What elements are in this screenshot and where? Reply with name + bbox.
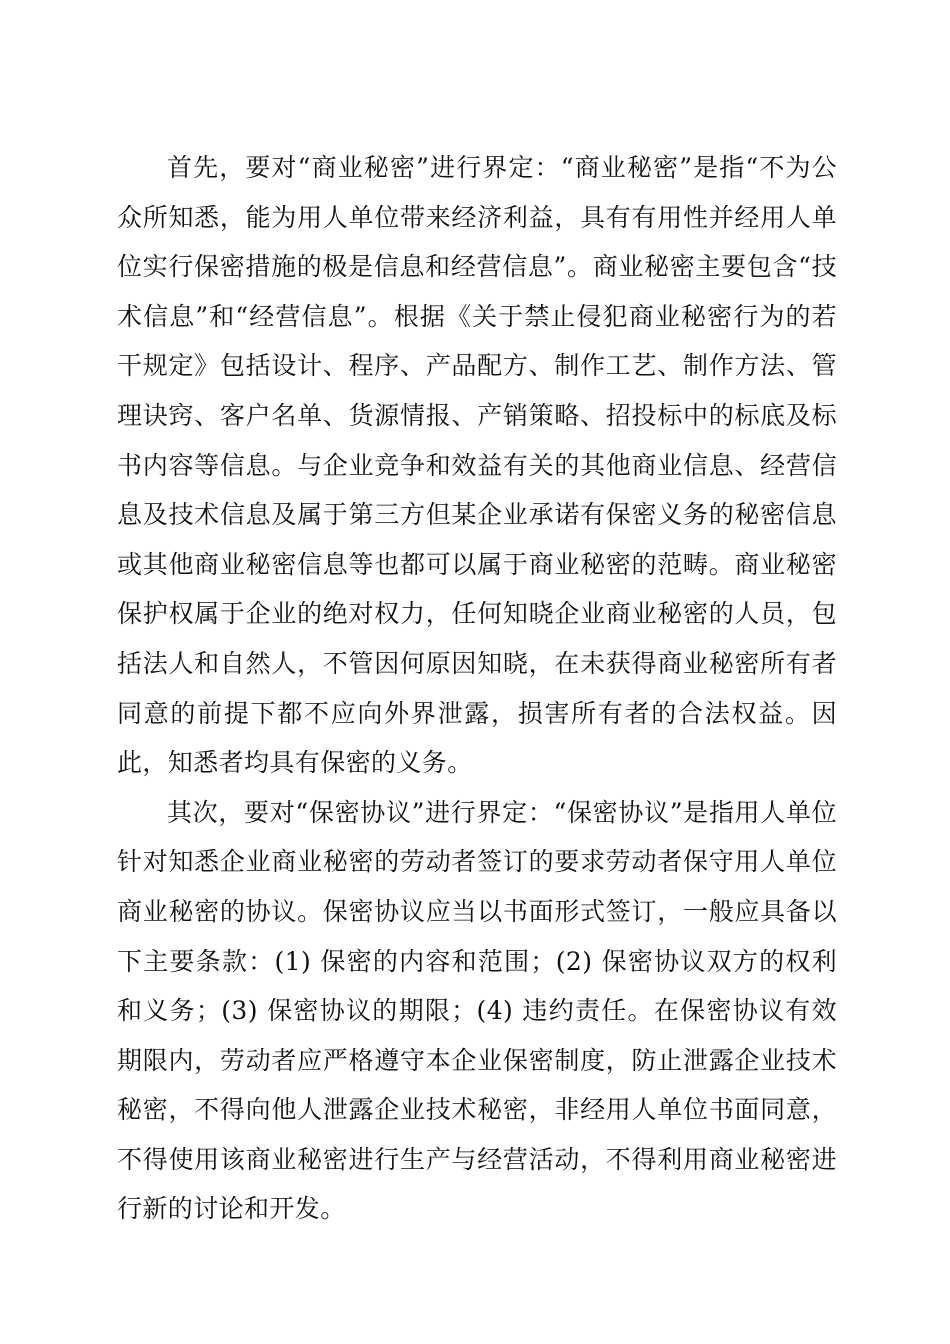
paragraph-trade-secret-definition: 首先，要对“商业秘密”进行界定：“商业秘密”是指“不为公众所知悉，能为用人单位带来经济利益，具有有用性并经用人单位实行保密措施的极是信息和经营信息”。商业秘密主要包含“技术信息”和“经营信息”。根据《关于禁止侵犯商业秘密行为的若干规定》包括设计、程序、产品配方、制作工艺、制作方法、管理诀窍、客户名单、货源情报、产销策略、招投标中的标底及标书内容等信息。与企业竞争和效益有关的其他商业信息、经营信息及技术信息及属于第三方但某企业承诺有保密义务的秘密信息或其他商业秘密信息等也都可以属于商业秘密的范畴。商业秘密保护权属于企业的绝对权力，任何知晓企业商业秘密的人员，包括法人和自然人，不管因何原因知晓，在未获得商业秘密所有者同意的前提下都不应向外界泄露，损害所有者的合法权益。因此，知悉者均具有保密的义务。 xyxy=(117,153,837,778)
paragraph-confidentiality-agreement-definition: 其次，要对“保密协议”进行界定：“保密协议”是指用人单位针对知悉企业商业秘密的劳动者签订的要求劳动者保守用人单位商业秘密的协议。保密协议应当以书面形式签订，一般应具备以下主要条款：(1) 保密的内容和范围；(2) 保密协议双方的权利和义务；(3) 保密协议的期限；(4) 违约责任。在保密协议有效期限内，劳动者应严格遵守本企业保密制度，防止泄露企业技术秘密，不得向他人泄露企业技术秘密，非经用人单位书面同意，不得使用该商业秘密进行生产与经营活动，不得利用商业秘密进行新的讨论和开发。 xyxy=(117,797,837,1224)
document-body xyxy=(117,143,837,1234)
